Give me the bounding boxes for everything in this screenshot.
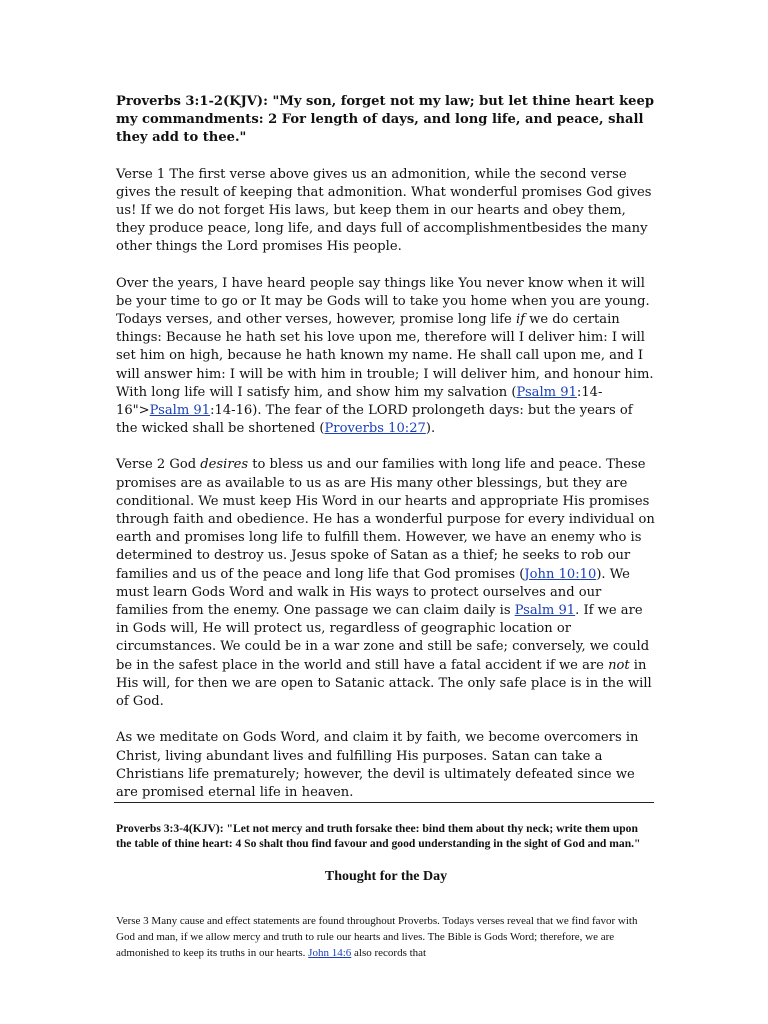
verse3-paragraph: [116, 913, 656, 961]
emphasis-desires: desires: [200, 457, 249, 473]
emphasis-not: not: [608, 657, 630, 673]
text-run: also records that: [351, 947, 427, 959]
scripture-heading-2: Proverbs 3:3-4(KJV): "Let not mercy and truth forsake thee: bind them about thy neck; write them upon the table of thine heart: 4 So shalt thou find favour and good understanding in the sight of God and man.": [116, 822, 641, 850]
long-life-paragraph: [116, 275, 656, 439]
proverbs-10-27-link[interactable]: Proverbs 10:27: [324, 421, 426, 437]
verse2-paragraph: [116, 456, 656, 711]
john-10-10-link[interactable]: John 10:10: [524, 566, 597, 582]
horizontal-divider: [114, 802, 654, 803]
text-run: ).: [425, 421, 436, 437]
text-run: . If we are in Gods will, He will protect us, regardless of geographic location or circumstances. We could be in a war zone and still be safe; conversely, we could be in the safest place in the world and still have a fatal accident if we are: [116, 603, 650, 673]
text-run: Over the years, I have heard people say things like You never know when it will be your time to go or It may be Gods will to take you home when you are young. Todays verses, and other verses, however, promise long life: [116, 275, 650, 328]
meditation-paragraph: As we meditate on Gods Word, and claim it by faith, we become overcomers in Christ, living abundant lives and fulfilling His purposes. Satan can take a Christians life prematurely; however, the devil is ultimately defeated since we are promised eternal life in heaven.: [116, 730, 639, 800]
text-run: we do certain things: Because he hath set his love upon me, therefore will I deliver him: I will set him on high, because he hath known my name. He shall call upon me, and I will answer him: I will be with him in trouble; I will deliver him, and honour him. With long life will I satisfy him, and show him my salvation (: [116, 312, 654, 400]
psalm-91-link-3[interactable]: Psalm 91: [514, 603, 576, 619]
text-run: :14-16). The fear of the LORD prolongeth days: but the years of the wicked shall be shortened (: [116, 403, 633, 437]
text-run: to bless us and our families with long life and peace. These promises are as available to us as are His many other blessings, but they are conditional. We must keep His Word in our hearts and appropriate His promises through faith and obedience. He has a wonderful purpose for every individual on earth and promises long life to fulfill them. However, we have an enemy who is determined to destroy us. Jesus spoke of Satan as a thief; he seeks to rob our families and us of the peace and long life that God promises (: [116, 457, 655, 582]
section-proverbs-3-1-2: [116, 93, 656, 820]
text-run: ). We must learn Gods Word and walk in His ways to protect ourselves and our families from the enemy. One passage we can claim daily is: [116, 566, 630, 619]
text-run: :14-16">: [116, 384, 603, 419]
verse1-paragraph: Verse 1 The first verse above gives us an admonition, while the second verse gives the result of keeping that admonition. What wonderful promises God gives us! If we do not forget His laws, but keep them in our hearts and obey them, they produce peace, long life, and days full of accomplishmentbesides the many other things the Lord promises His people.: [116, 166, 652, 255]
section-proverbs-3-3-4: [116, 821, 656, 961]
psalm-91-link-2[interactable]: Psalm 91: [149, 403, 211, 419]
emphasis-if: if: [515, 312, 525, 328]
john-14-6-link[interactable]: John 14:6: [308, 947, 352, 959]
psalm-91-link[interactable]: Psalm 91: [516, 384, 577, 400]
text-run: Verse 3 Many cause and effect statements are found throughout Proverbs. Todays verses reveal that we find favor with God and man, if we allow mercy and truth to rule our hearts and lives. The Bible is Gods Word; therefore, we are admonished to keep its truths in our hearts.: [116, 915, 638, 959]
thought-for-the-day-title: Thought for the Day: [324, 869, 448, 884]
scripture-heading: Proverbs 3:1-2(KJV): "My son, forget not my law; but let thine heart keep my commandments: 2 For length of days, and long life, and peace, shall they add to thee.": [116, 94, 654, 146]
text-run: Verse 2 God: [116, 457, 201, 473]
text-run: in His will, for then we are open to Satanic attack. The only safe place is in the will of God.: [116, 657, 652, 710]
